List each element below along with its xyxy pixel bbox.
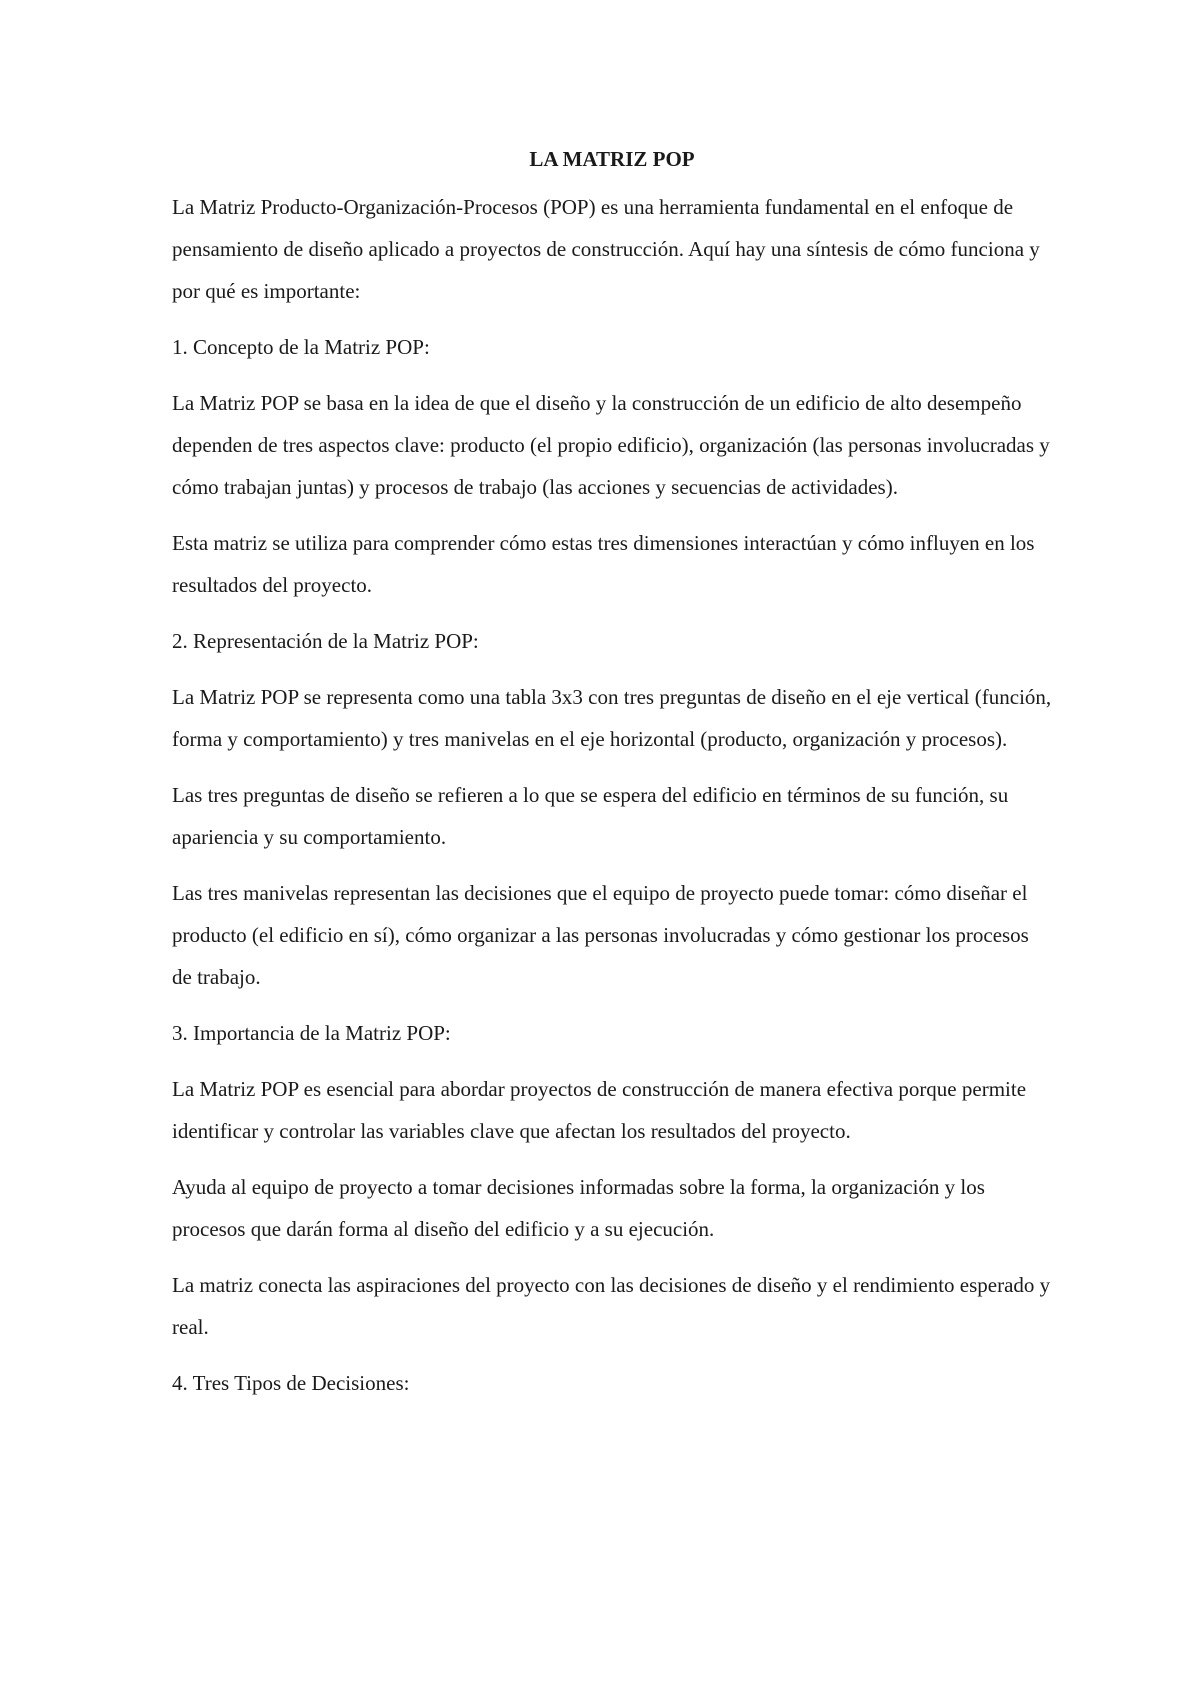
paragraph: La Matriz POP se basa en la idea de que el diseño y la construcción de un edificio de alto desempeño dependen de tres aspectos clave: producto (el propio edificio), organización (las personas involucradas y cómo trabajan juntas) y procesos de trabajo (las acciones y secuencias de actividades).: [172, 391, 1050, 499]
section-heading-representacion: 2. Representación de la Matriz POP:: [172, 629, 479, 653]
paragraph: Ayuda al equipo de proyecto a tomar decisiones informadas sobre la forma, la organización y los procesos que darán forma al diseño del edificio y a su ejecución.: [172, 1175, 985, 1241]
document-title: LA MATRIZ POP: [529, 147, 695, 171]
section-heading-decisiones: 4. Tres Tipos de Decisiones:: [172, 1371, 410, 1395]
paragraph: La matriz conecta las aspiraciones del proyecto con las decisiones de diseño y el rendimiento esperado y real.: [172, 1273, 1051, 1339]
section-heading-concepto: 1. Concepto de la Matriz POP:: [172, 335, 430, 359]
paragraph: Las tres manivelas representan las decisiones que el equipo de proyecto puede tomar: cómo diseñar el producto (el edificio en sí), cómo organizar a las personas involucradas y cómo gestionar los procesos de trabajo.: [172, 881, 1029, 989]
paragraph: La Matriz POP se representa como una tabla 3x3 con tres preguntas de diseño en el eje vertical (función, forma y comportamiento) y tres manivelas en el eje horizontal (producto, organización y procesos).: [172, 685, 1052, 751]
paragraph: Esta matriz se utiliza para comprender cómo estas tres dimensiones interactúan y cómo influyen en los resultados del proyecto.: [172, 531, 1035, 597]
section-heading-importancia: 3. Importancia de la Matriz POP:: [172, 1021, 451, 1045]
paragraph: Las tres preguntas de diseño se refieren a lo que se espera del edificio en términos de su función, su apariencia y su comportamiento.: [172, 783, 1009, 849]
document-body: [172, 140, 1052, 1418]
intro-paragraph: La Matriz Producto-Organización-Procesos (POP) es una herramienta fundamental en el enfoque de pensamiento de diseño aplicado a proyectos de construcción. Aquí hay una síntesis de cómo funciona y por qué es importante:: [172, 195, 1040, 303]
paragraph: La Matriz POP es esencial para abordar proyectos de construcción de manera efectiva porque permite identificar y controlar las variables clave que afectan los resultados del proyecto.: [172, 1077, 1027, 1143]
